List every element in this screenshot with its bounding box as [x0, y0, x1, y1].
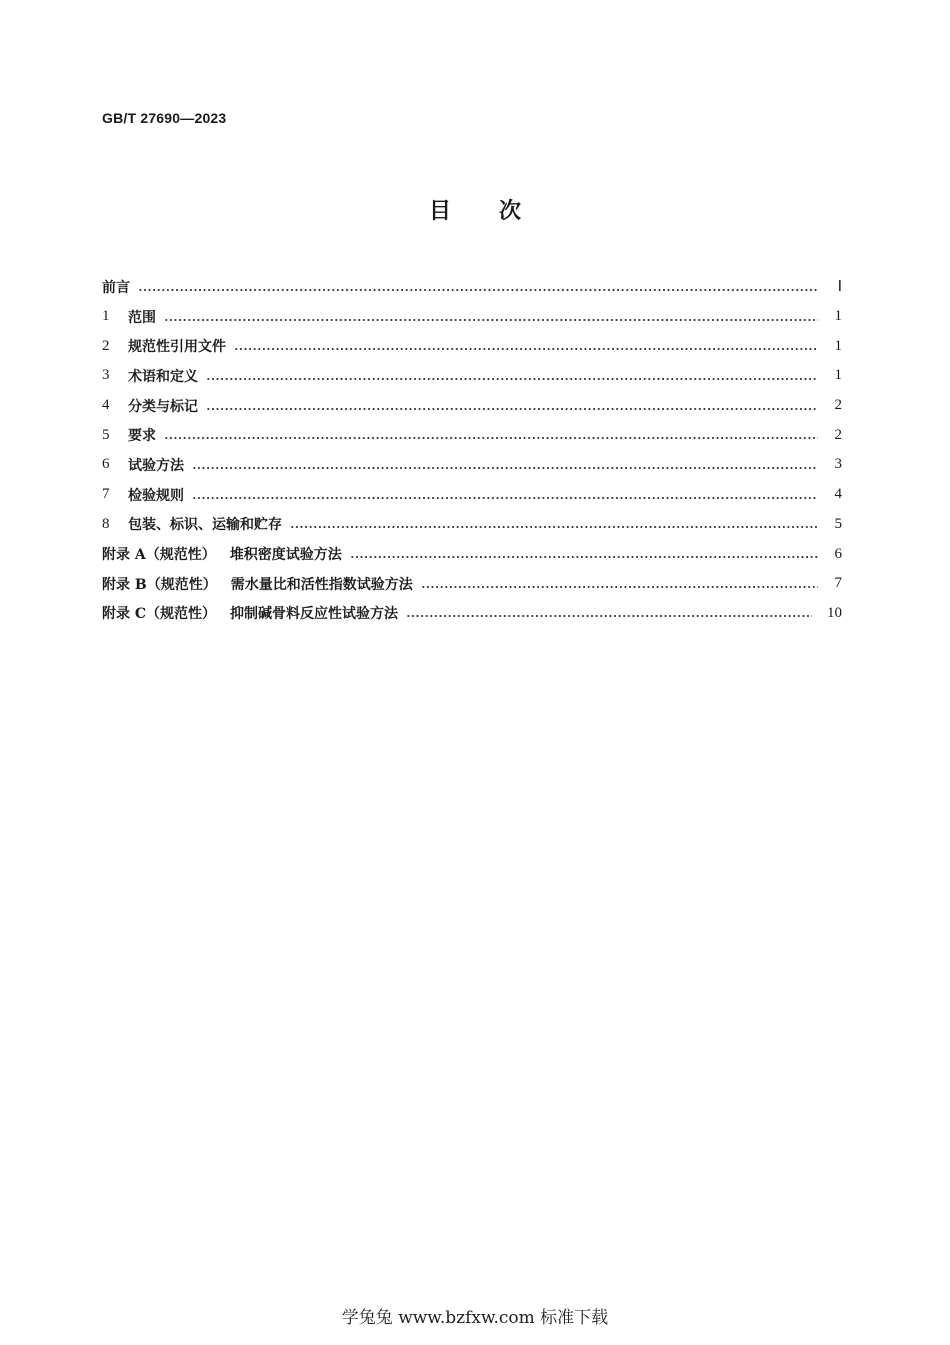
toc-entry-label: 要求 [128, 428, 156, 445]
dot-leader [192, 466, 818, 470]
toc-entry-label: 术语和定义 [128, 368, 198, 385]
annex-designation: 附录 C（规范性） [102, 606, 217, 623]
table-of-contents [102, 272, 842, 628]
dot-leader [164, 436, 818, 440]
toc-entry[interactable] [102, 510, 842, 540]
dot-leader [421, 585, 818, 589]
toc-entry-number: 4 [102, 397, 110, 414]
dot-leader [164, 318, 818, 322]
toc-entry-page: 1 [834, 337, 842, 354]
toc-entry[interactable] [102, 361, 842, 391]
toc-entry-label: 需水量比和活性指数试验方法 [230, 576, 413, 593]
footer-watermark: 学兔兔 www.bzfxw.com 标准下载 [341, 1308, 609, 1328]
dot-leader [192, 496, 818, 500]
toc-entry-number: 2 [102, 337, 110, 354]
toc-entry-page: 4 [834, 486, 842, 503]
toc-entry-label: 前言 [102, 279, 130, 296]
toc-entry-number: 8 [102, 515, 110, 532]
toc-entry-page: 10 [827, 604, 842, 621]
toc-entry-label: 分类与标记 [128, 398, 198, 415]
toc-entry[interactable] [102, 302, 842, 332]
toc-entry[interactable] [102, 391, 842, 421]
toc-entry-page: 6 [834, 545, 842, 562]
annex-designation: 附录 B（规范性） [102, 576, 217, 593]
toc-entry-annex[interactable] [102, 599, 842, 629]
dot-leader [350, 555, 818, 559]
toc-entry[interactable] [102, 450, 842, 480]
page-title: 目次 [428, 199, 569, 224]
standard-number: GB/T 27690—2023 [102, 110, 227, 126]
toc-entry-page: 2 [834, 426, 842, 443]
toc-entry-page: 7 [834, 575, 842, 592]
toc-entry-label: 抑制碱骨料反应性试验方法 [230, 606, 399, 623]
toc-entry-label: 包装、标识、运输和贮存 [128, 517, 282, 534]
toc-entry[interactable] [102, 272, 842, 302]
toc-entry-label: 堆积密度试验方法 [229, 547, 342, 564]
toc-entry-page: 1 [834, 308, 842, 325]
toc-entry-number: 1 [102, 308, 110, 325]
toc-entry[interactable] [102, 331, 842, 361]
dot-leader [138, 288, 818, 292]
annex-designation: 附录 A（规范性） [102, 547, 216, 564]
toc-entry-number: 5 [102, 426, 110, 443]
toc-entry-number: 6 [102, 456, 110, 473]
toc-entry[interactable] [102, 420, 842, 450]
dot-leader [206, 377, 818, 381]
toc-entry-label: 试验方法 [128, 457, 184, 474]
toc-entry-page: 3 [834, 456, 842, 473]
toc-entry-annex[interactable] [102, 569, 842, 599]
toc-entry-page: 5 [834, 515, 842, 532]
toc-entry-label: 检验规则 [128, 487, 184, 504]
toc-entry-annex[interactable] [102, 539, 842, 569]
dot-leader [290, 525, 818, 529]
toc-entry-page: 2 [834, 397, 842, 414]
toc-entry-number: 3 [102, 367, 110, 384]
toc-entry-page: 1 [834, 367, 842, 384]
dot-leader [406, 614, 812, 618]
toc-entry-number: 7 [102, 486, 110, 503]
toc-entry[interactable] [102, 480, 842, 510]
dot-leader [234, 347, 818, 351]
dot-leader [206, 407, 818, 411]
toc-entry-page: Ⅰ [837, 279, 842, 296]
toc-entry-label: 范围 [128, 309, 156, 326]
toc-entry-label: 规范性引用文件 [128, 339, 226, 356]
